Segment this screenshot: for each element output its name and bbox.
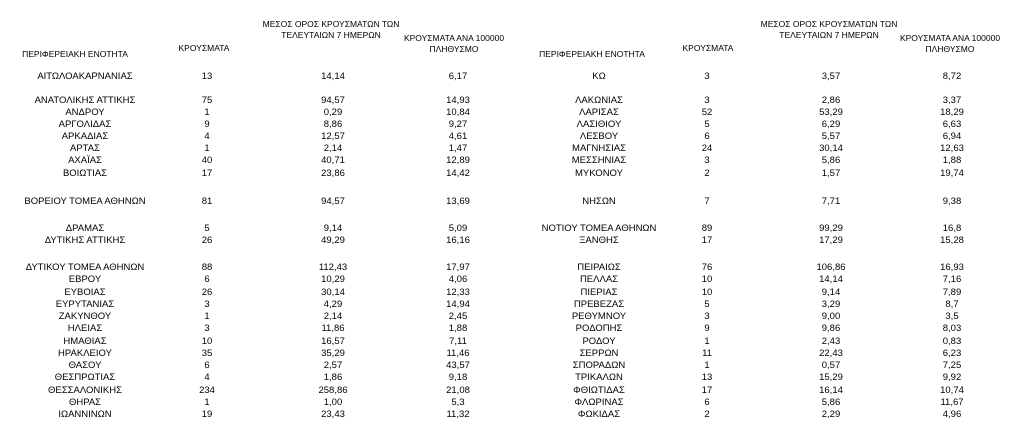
cell-name: ΑΡΤΑΣ xyxy=(70,143,100,154)
cell-avg: 23,86 xyxy=(321,168,345,179)
table-row-right xyxy=(0,168,1024,180)
cell-per100k: 4,96 xyxy=(942,409,962,420)
cell-name: ΡΟΔΟΠΗΣ xyxy=(575,323,623,334)
cell-name: ΘΗΡΑΣ xyxy=(68,397,102,408)
cell-cases: 17 xyxy=(701,385,713,396)
cell-name: ΒΟΡΕΙΟΥ ΤΟΜΕΑ ΑΘΗΝΩΝ xyxy=(24,196,146,207)
cell-cases: 26 xyxy=(201,235,213,246)
cell-name: ΕΥΡΥΤΑΝΙΑΣ xyxy=(55,299,115,310)
cell-cases: 3 xyxy=(704,95,710,106)
table-row-right xyxy=(0,311,1024,323)
cell-per100k: 0,83 xyxy=(942,336,962,347)
cell-cases: 13 xyxy=(701,372,713,383)
cell-avg: 14,14 xyxy=(819,274,843,285)
cell-name: ΕΒΡΟΥ xyxy=(68,274,102,285)
cell-per100k: 1,47 xyxy=(448,143,468,154)
cell-avg: 2,86 xyxy=(821,95,841,106)
table-row-right xyxy=(0,107,1024,119)
cell-cases: 81 xyxy=(201,196,213,207)
cell-avg: 0,57 xyxy=(821,360,841,371)
table-row-right xyxy=(0,71,1024,83)
cell-avg: 2,14 xyxy=(323,311,343,322)
cell-avg: 258,86 xyxy=(318,385,348,396)
cell-avg: 30,14 xyxy=(819,143,843,154)
cell-cases: 19 xyxy=(201,409,213,420)
cell-name: ΑΡΚΑΔΙΑΣ xyxy=(61,131,109,142)
cell-name: ΜΥΚΟΝΟΥ xyxy=(575,168,623,179)
cell-per100k: 1,88 xyxy=(942,155,962,166)
cell-name: ΔΡΑΜΑΣ xyxy=(65,223,105,234)
cell-name: ΣΠΟΡΑΔΩΝ xyxy=(572,360,626,371)
cell-avg: 112,43 xyxy=(318,262,348,273)
cell-avg: 4,29 xyxy=(323,299,343,310)
header-cases-left: ΚΡΟΥΣΜΑΤΑ xyxy=(178,43,230,53)
cell-per100k: 4,61 xyxy=(448,131,468,142)
header-avg7-right: ΜΕΣΟΣ ΟΡΟΣ ΚΡΟΥΣΜΑΤΩΝ ΤΩΝ ΤΕΛΕΥΤΑΙΩΝ 7 ΗΜΕΡΩΝ xyxy=(760,19,898,40)
table-row-right xyxy=(0,131,1024,143)
cell-cases: 3 xyxy=(204,323,210,334)
cell-per100k: 18,29 xyxy=(940,107,964,118)
cell-per100k: 17,97 xyxy=(446,262,470,273)
cell-cases: 89 xyxy=(701,223,713,234)
cell-name: ΡΟΔΟΥ xyxy=(582,336,616,347)
cell-per100k: 6,17 xyxy=(448,71,468,82)
cell-cases: 1 xyxy=(204,107,210,118)
cell-per100k: 16,93 xyxy=(940,262,964,273)
cell-name: ΤΡΙΚΑΛΩΝ xyxy=(575,372,623,383)
cell-avg: 40,71 xyxy=(321,155,345,166)
cell-avg: 106,86 xyxy=(816,262,846,273)
cell-name: ΛΑΣΙΘΙΟΥ xyxy=(576,119,622,130)
cell-per100k: 12,89 xyxy=(446,155,470,166)
table-row-right xyxy=(0,155,1024,167)
cell-per100k: 14,94 xyxy=(446,299,470,310)
table-row-right xyxy=(0,360,1024,372)
cell-avg: 9,14 xyxy=(323,223,343,234)
cell-avg: 94,57 xyxy=(321,95,345,106)
cell-per100k: 3,5 xyxy=(945,311,959,322)
cell-cases: 3 xyxy=(704,311,710,322)
cell-avg: 94,57 xyxy=(321,196,345,207)
cell-cases: 9 xyxy=(204,119,210,130)
cell-per100k: 2,45 xyxy=(448,311,468,322)
cell-avg: 15,29 xyxy=(819,372,843,383)
cell-name: ΑΡΓΟΛΙΔΑΣ xyxy=(58,119,112,130)
cell-cases: 6 xyxy=(704,397,710,408)
cell-avg: 9,86 xyxy=(821,323,841,334)
cell-cases: 3 xyxy=(704,155,710,166)
cell-name: ΗΡΑΚΛΕΙΟΥ xyxy=(58,348,112,359)
cell-name: ΠΕΙΡΑΙΩΣ xyxy=(577,262,621,273)
cell-per100k: 9,38 xyxy=(942,196,962,207)
table-row-right xyxy=(0,235,1024,247)
cell-per100k: 16,8 xyxy=(942,223,962,234)
cell-avg: 99,29 xyxy=(819,223,843,234)
cell-avg: 10,29 xyxy=(321,274,345,285)
cell-cases: 35 xyxy=(201,348,213,359)
cell-per100k: 43,57 xyxy=(446,360,470,371)
cell-cases: 10 xyxy=(201,336,213,347)
cell-cases: 6 xyxy=(204,360,210,371)
cell-per100k: 9,18 xyxy=(448,372,468,383)
cell-name: ΦΘΙΩΤΙΔΑΣ xyxy=(573,385,625,396)
cell-avg: 12,57 xyxy=(321,131,345,142)
table-row-right xyxy=(0,409,1024,421)
cell-per100k: 9,92 xyxy=(942,372,962,383)
table-row-right xyxy=(0,196,1024,208)
cell-avg: 9,14 xyxy=(821,287,841,298)
cell-cases: 13 xyxy=(201,71,213,82)
cell-cases: 4 xyxy=(204,131,210,142)
cell-cases: 5 xyxy=(204,223,210,234)
cell-per100k: 19,74 xyxy=(940,168,964,179)
cell-cases: 2 xyxy=(704,409,710,420)
cell-cases: 10 xyxy=(701,287,713,298)
cell-name: ΛΑΚΩΝΙΑΣ xyxy=(575,95,623,106)
cell-cases: 40 xyxy=(201,155,213,166)
cell-avg: 16,14 xyxy=(819,385,843,396)
cell-cases: 1 xyxy=(204,143,210,154)
table-row-right xyxy=(0,323,1024,335)
cell-name: ΝΗΣΩΝ xyxy=(582,196,616,207)
cell-per100k: 7,16 xyxy=(942,274,962,285)
cell-per100k: 5,09 xyxy=(448,223,468,234)
cell-per100k: 6,23 xyxy=(942,348,962,359)
cell-avg: 53,29 xyxy=(819,107,843,118)
table-row-right xyxy=(0,385,1024,397)
cell-name: ΡΕΘΥΜΝΟΥ xyxy=(571,311,627,322)
cell-per100k: 6,94 xyxy=(942,131,962,142)
cell-avg: 2,43 xyxy=(821,336,841,347)
table-row-right xyxy=(0,143,1024,155)
cell-cases: 1 xyxy=(204,311,210,322)
cell-avg: 1,57 xyxy=(821,168,841,179)
cell-per100k: 8,03 xyxy=(942,323,962,334)
cell-per100k: 14,42 xyxy=(446,168,470,179)
cell-cases: 4 xyxy=(204,372,210,383)
cell-per100k: 12,63 xyxy=(940,143,964,154)
cell-per100k: 7,89 xyxy=(942,287,962,298)
table-row-right xyxy=(0,299,1024,311)
cell-avg: 5,57 xyxy=(821,131,841,142)
table-row-right xyxy=(0,372,1024,384)
cell-name: ΠΕΛΛΑΣ xyxy=(579,274,619,285)
cell-per100k: 21,08 xyxy=(446,385,470,396)
cell-per100k: 11,67 xyxy=(940,397,964,408)
cell-cases: 24 xyxy=(701,143,713,154)
cell-name: ΘΕΣΣΑΛΟΝΙΚΗΣ xyxy=(48,385,122,396)
cell-name: ΛΕΣΒΟΥ xyxy=(579,131,619,142)
cell-avg: 30,14 xyxy=(321,287,345,298)
cell-avg: 11,86 xyxy=(321,323,345,334)
cell-per100k: 5,3 xyxy=(451,397,465,408)
cell-cases: 52 xyxy=(701,107,713,118)
cell-per100k: 10,84 xyxy=(446,107,470,118)
cell-avg: 5,86 xyxy=(821,155,841,166)
cell-cases: 1 xyxy=(704,360,710,371)
cell-name: ΦΩΚΙΔΑΣ xyxy=(577,409,621,420)
cell-name: ΜΑΓΝΗΣΙΑΣ xyxy=(572,143,626,154)
cell-name: ΑΝΔΡΟΥ xyxy=(65,107,105,118)
cell-avg: 2,57 xyxy=(323,360,343,371)
table-row-right xyxy=(0,262,1024,274)
cell-cases: 10 xyxy=(701,274,713,285)
cell-name: ΗΛΕΙΑΣ xyxy=(67,323,103,334)
cell-per100k: 12,33 xyxy=(446,287,470,298)
cell-per100k: 6,63 xyxy=(942,119,962,130)
cell-per100k: 10,74 xyxy=(940,385,964,396)
cell-name: ΘΕΣΠΡΩΤΙΑΣ xyxy=(54,372,116,383)
cell-per100k: 15,28 xyxy=(940,235,964,246)
cell-name: ΔΥΤΙΚΟΥ ΤΟΜΕΑ ΑΘΗΝΩΝ xyxy=(25,262,145,273)
table-row-right xyxy=(0,223,1024,235)
cell-per100k: 1,88 xyxy=(448,323,468,334)
cell-name: ΑΝΑΤΟΛΙΚΗΣ ΑΤΤΙΚΗΣ xyxy=(34,95,136,106)
cell-name: ΜΕΣΣΗΝΙΑΣ xyxy=(571,155,627,166)
cell-name: ΠΙΕΡΙΑΣ xyxy=(580,287,618,298)
cell-per100k: 8,72 xyxy=(942,71,962,82)
table-row-right xyxy=(0,95,1024,107)
header-per100k-right: ΚΡΟΥΣΜΑΤΑ ΑΝΑ 100000 ΠΛΗΘΥΣΜΟ xyxy=(899,33,1001,54)
cell-per100k: 3,37 xyxy=(942,95,962,106)
cell-cases: 7 xyxy=(704,196,710,207)
cell-name: ΑΧΑΪΑΣ xyxy=(68,155,102,166)
cell-name: ΖΑΚΥΝΘΟΥ xyxy=(58,311,112,322)
cell-per100k: 11,32 xyxy=(446,409,470,420)
cell-avg: 2,29 xyxy=(821,409,841,420)
cell-avg: 3,57 xyxy=(821,71,841,82)
cell-cases: 9 xyxy=(704,323,710,334)
cell-name: ΑΙΤΩΛΟΑΚΑΡΝΑΝΙΑΣ xyxy=(37,71,133,82)
header-per100k-left: ΚΡΟΥΣΜΑΤΑ ΑΝΑ 100000 ΠΛΗΘΥΣΜΟ xyxy=(403,33,505,54)
cell-per100k: 9,27 xyxy=(448,119,468,130)
table-row-right xyxy=(0,336,1024,348)
cell-name: ΞΑΝΘΗΣ xyxy=(579,235,619,246)
cell-per100k: 7,11 xyxy=(449,336,467,347)
cell-cases: 76 xyxy=(701,262,713,273)
header-region-left: ΠΕΡΙΦΕΡΕΙΑΚΗ ΕΝΟΤΗΤΑ xyxy=(22,49,128,59)
table-row-right xyxy=(0,119,1024,131)
cell-avg: 23,43 xyxy=(321,409,345,420)
cell-avg: 35,29 xyxy=(321,348,345,359)
cell-avg: 5,86 xyxy=(821,397,841,408)
cell-avg: 16,57 xyxy=(321,336,345,347)
cell-name: ΕΥΒΟΙΑΣ xyxy=(64,287,106,298)
cell-avg: 0,29 xyxy=(323,107,343,118)
cell-avg: 2,14 xyxy=(323,143,343,154)
cell-cases: 234 xyxy=(199,385,215,396)
cell-avg: 17,29 xyxy=(819,235,843,246)
cell-per100k: 16,16 xyxy=(446,235,470,246)
cell-cases: 6 xyxy=(704,131,710,142)
table-row-right xyxy=(0,274,1024,286)
cell-cases: 1 xyxy=(704,336,710,347)
cell-cases: 75 xyxy=(201,95,213,106)
cell-cases: 3 xyxy=(704,71,710,82)
cell-cases: 2 xyxy=(704,168,710,179)
cell-cases: 11 xyxy=(702,348,712,359)
cell-avg: 1,00 xyxy=(323,397,343,408)
cell-cases: 88 xyxy=(201,262,213,273)
cell-avg: 9,00 xyxy=(821,311,841,322)
cell-cases: 17 xyxy=(201,168,213,179)
cell-name: ΒΟΙΩΤΙΑΣ xyxy=(62,168,108,179)
cell-cases: 5 xyxy=(704,299,710,310)
cell-name: ΝΟΤΙΟΥ ΤΟΜΕΑ ΑΘΗΝΩΝ xyxy=(541,223,657,234)
cell-cases: 5 xyxy=(704,119,710,130)
cell-name: ΔΥΤΙΚΗΣ ΑΤΤΙΚΗΣ xyxy=(44,235,126,246)
table-row-right xyxy=(0,287,1024,299)
cell-name: ΣΕΡΡΩΝ xyxy=(579,348,619,359)
cell-per100k: 14,93 xyxy=(446,95,470,106)
cell-avg: 22,43 xyxy=(819,348,843,359)
cell-cases: 26 xyxy=(201,287,213,298)
cell-avg: 6,29 xyxy=(821,119,841,130)
header-region-right: ΠΕΡΙΦΕΡΕΙΑΚΗ ΕΝΟΤΗΤΑ xyxy=(539,49,645,59)
cell-name: ΦΛΩΡΙΝΑΣ xyxy=(574,397,624,408)
cell-name: ΠΡΕΒΕΖΑΣ xyxy=(573,299,625,310)
cell-cases: 1 xyxy=(204,397,210,408)
cell-cases: 6 xyxy=(204,274,210,285)
table-row-right xyxy=(0,397,1024,409)
cell-name: ΗΜΑΘΙΑΣ xyxy=(63,336,107,347)
cell-avg: 14,14 xyxy=(321,71,345,82)
header-avg7-left: ΜΕΣΟΣ ΟΡΟΣ ΚΡΟΥΣΜΑΤΩΝ ΤΩΝ ΤΕΛΕΥΤΑΙΩΝ 7 ΗΜΕΡΩΝ xyxy=(262,19,400,40)
cell-per100k: 8,7 xyxy=(945,299,959,310)
cell-name: ΛΑΡΙΣΑΣ xyxy=(579,107,619,118)
cell-cases: 17 xyxy=(701,235,713,246)
cell-avg: 1,86 xyxy=(323,372,343,383)
cell-avg: 7,71 xyxy=(821,196,841,207)
table-row-right xyxy=(0,348,1024,360)
cell-avg: 3,29 xyxy=(821,299,841,310)
cell-per100k: 4,06 xyxy=(448,274,468,285)
cell-per100k: 7,25 xyxy=(942,360,962,371)
cell-avg: 8,86 xyxy=(323,119,343,130)
header-cases-right: ΚΡΟΥΣΜΑΤΑ xyxy=(682,43,734,53)
cell-avg: 49,29 xyxy=(321,235,345,246)
cell-per100k: 13,69 xyxy=(446,196,470,207)
cell-cases: 3 xyxy=(204,299,210,310)
cell-name: ΘΑΣΟΥ xyxy=(68,360,102,371)
cell-per100k: 11,46 xyxy=(446,348,470,359)
cell-name: ΚΩ xyxy=(592,71,606,82)
cell-name: ΙΩΑΝΝΙΝΩΝ xyxy=(58,409,112,420)
